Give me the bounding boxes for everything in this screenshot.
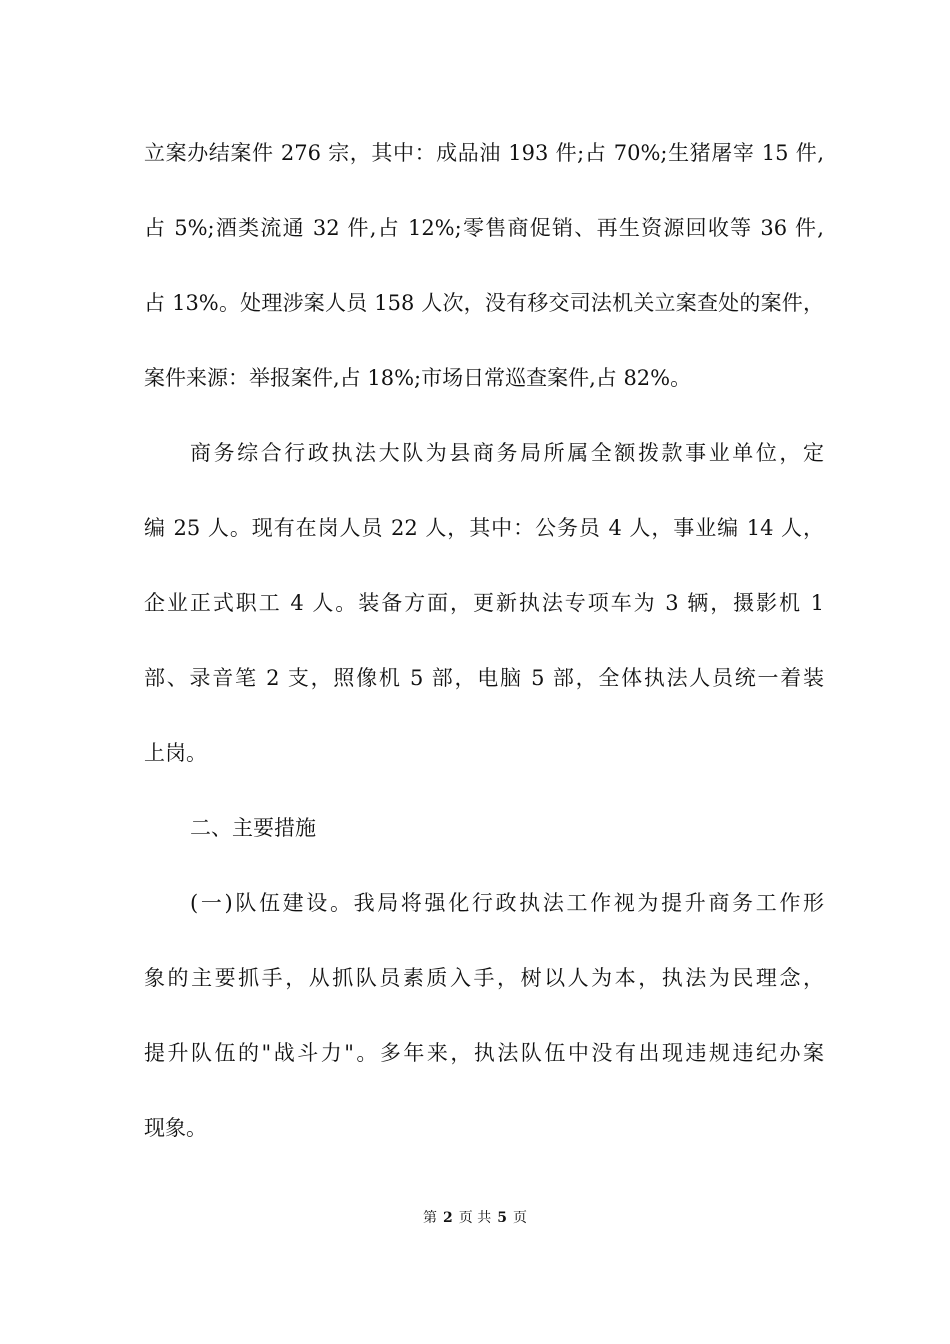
footer-middle: 页 共 [458,1210,492,1226]
paragraph-line: 提升队伍的"战斗力"。多年来，执法队伍中没有出现违规违纪办案 [144,1041,824,1065]
paragraph-line: 立案办结案件 276 宗，其中：成品油 193 件;占 70%;生猪屠宰 15 件, [144,141,824,165]
paragraph-line: 占 5%;酒类流通 32 件,占 12%;零售商促销、再生资源回收等 36 件, [144,216,824,240]
paragraph-line: 编 25 人。现有在岗人员 22 人，其中：公务员 4 人，事业编 14 人， [144,516,824,540]
paragraph-line: (一)队伍建设。我局将强化行政执法工作视为提升商务工作形 [190,891,824,915]
paragraph-line: 象的主要抓手，从抓队员素质入手，树以人为本，执法为民理念， [144,966,824,990]
footer-suffix: 页 [512,1210,527,1226]
paragraph-line: 案件来源：举报案件,占 18%;市场日常巡查案件,占 82%。 [144,366,692,390]
paragraph-line: 现象。 [144,1116,207,1140]
paragraph-line: 占 13%。处理涉案人员 158 人次，没有移交司法机关立案查处的案件， [144,291,824,315]
current-page-number: 2 [443,1210,453,1226]
paragraph-line: 企业正式职工 4 人。装备方面，更新执法专项车为 3 辆，摄影机 1 [144,591,824,615]
footer-prefix: 第 [423,1210,438,1226]
page-footer [0,1208,950,1228]
paragraph-line: 上岗。 [144,741,207,765]
total-page-number: 5 [497,1210,507,1226]
paragraph-line: 商务综合行政执法大队为县商务局所属全额拨款事业单位，定 [190,441,824,465]
section-heading: 二、主要措施 [190,816,316,840]
paragraph-line: 部、录音笔 2 支，照像机 5 部，电脑 5 部，全体执法人员统一着装 [144,666,824,690]
